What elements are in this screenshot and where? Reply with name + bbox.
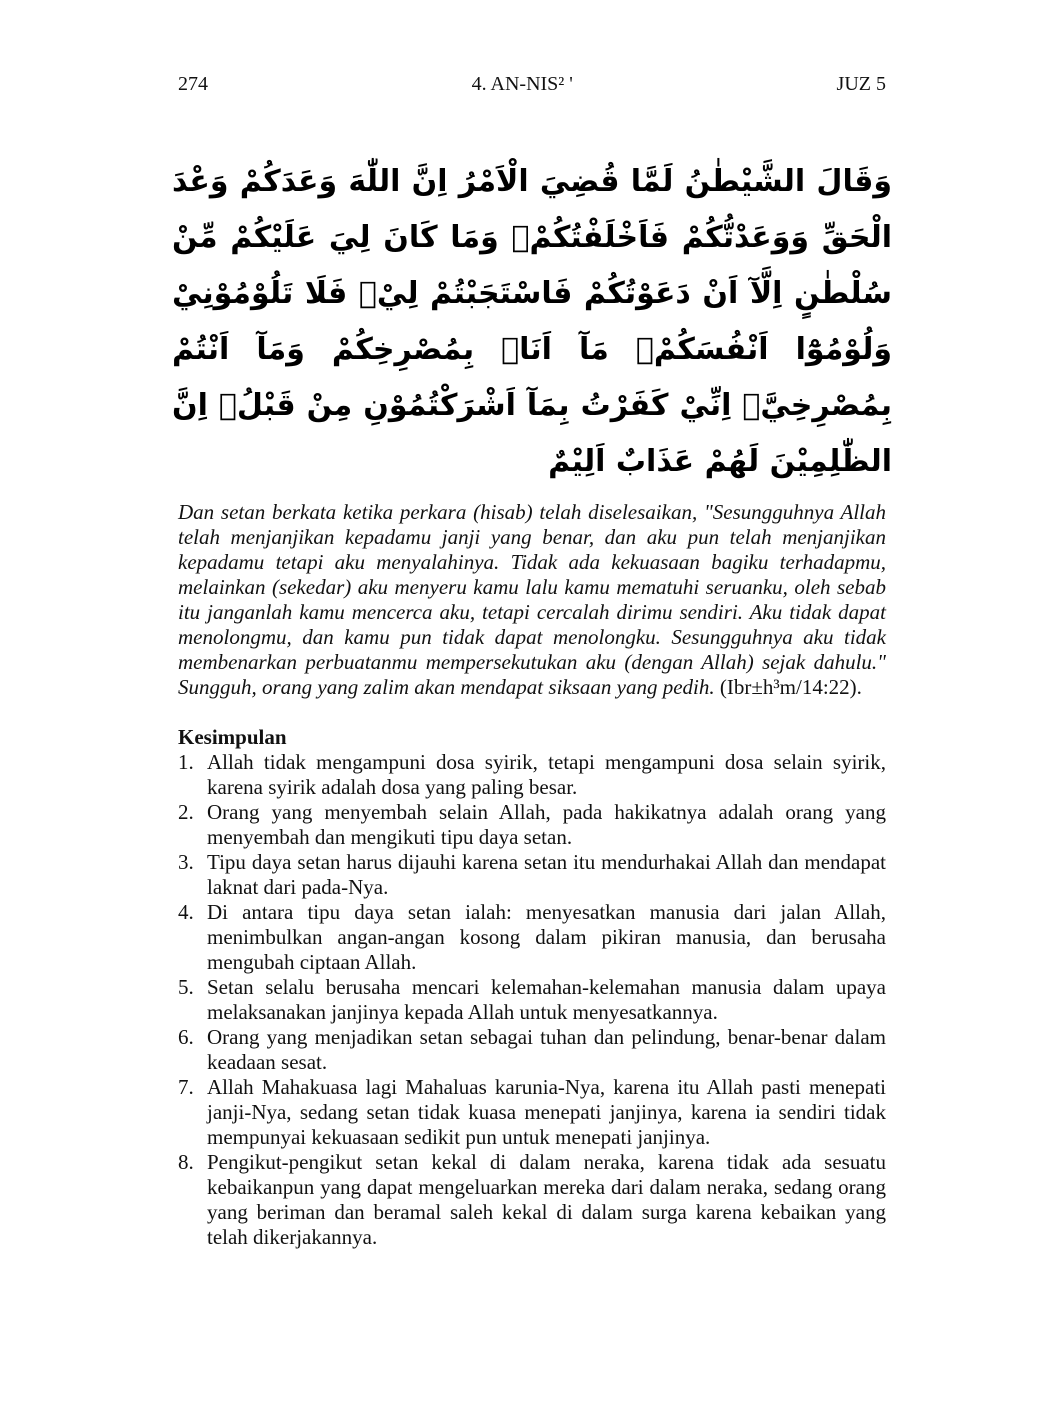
item-number: 5. bbox=[178, 975, 194, 999]
verse-translation bbox=[178, 500, 886, 700]
item-text: Allah Mahakuasa lagi Mahaluas karunia-Nya, karena itu Allah pasti menepati janji-Nya, sedang setan tidak kuasa menepati janjinya, karena ia sendiri tidak mempunyai kekuasaan sedikit pun untuk menepati janjinya. bbox=[207, 1075, 886, 1149]
arabic-verse: وَقَالَ الشَّيْطٰنُ لَمَّا قُضِيَ الْاَمْرُ اِنَّ اللّٰهَ وَعَدَكُمْ وَعْدَ الْحَقِّ وَوَعَدْتُّكُمْ فَاَخْلَفْتُكُمْۗ وَمَا كَانَ لِيَ عَلَيْكُمْ مِّنْ سُلْطٰنٍ اِلَّآ اَنْ دَعَوْتُكُمْ فَاسْتَجَبْتُمْ لِيْۚ فَلَا تَلُوْمُوْنِيْ وَلُوْمُوْٓا اَنْفُسَكُمْۗ مَآ اَنَا۠ بِمُصْرِخِكُمْ وَمَآ اَنْتُمْ بِمُصْرِخِيَّۗ اِنِّيْ كَفَرْتُ بِمَآ اَشْرَكْتُمُوْنِ مِنْ قَبْلُۗ اِنَّ الظّٰلِمِيْنَ لَهُمْ عَذَابٌ اَلِيْمٌ bbox=[172, 164, 892, 479]
item-text: Tipu daya setan harus dijauhi karena setan itu mendurhakai Allah dan mendapat laknat dari pada-Nya. bbox=[207, 850, 886, 899]
item-number: 4. bbox=[178, 900, 194, 924]
list-item bbox=[178, 1150, 886, 1250]
summary-heading: Kesimpulan bbox=[178, 725, 287, 749]
item-number: 2. bbox=[178, 800, 194, 824]
verse-citation: (Ibr±h³m/14:22). bbox=[719, 675, 862, 699]
translation-text: Dan setan berkata ketika perkara (hisab) telah diselesaikan, "Sesungguhnya Allah telah menjanjikan kepadamu janji yang benar, dan aku pun telah menjanjikan kepadamu tetapi aku menyalahinya. Tidak ada kekuasaan bagiku terhadapmu, melainkan (sekedar) aku menyeru kamu lalu kamu mematuhi seruanku, oleh sebab itu janganlah kamu mencerca aku, tetapi cercalah dirimu sendiri. Aku tidak dapat menolongmu, dan kamu pun tidak dapat menolongku. Sesungguhnya aku tidak membenarkan perbuatanmu mempersekutukan aku (dengan Allah) sejak dahulu." Sungguh, orang yang zalim akan mendapat siksaan yang pedih. bbox=[178, 500, 886, 699]
list-item bbox=[178, 1075, 886, 1150]
page-header bbox=[178, 72, 886, 96]
list-item bbox=[178, 850, 886, 900]
item-text: Setan selalu berusaha mencari kelemahan-kelemahan manusia dalam upaya melaksanakan janjinya kepada Allah untuk menyesatkannya. bbox=[207, 975, 886, 1024]
juz-label: JUZ 5 bbox=[836, 73, 886, 95]
item-text: Pengikut-pengikut setan kekal di dalam neraka, karena tidak ada sesuatu kebaikanpun yang dapat mengeluarkan mereka dari dalam neraka, sedang orang yang beriman dan beramal saleh kekal di dalam surga karena kebaikan yang telah dikerjakannya. bbox=[207, 1150, 886, 1249]
item-number: 6. bbox=[178, 1025, 194, 1049]
item-text: Orang yang menjadikan setan sebagai tuhan dan pelindung, benar-benar dalam keadaan sesat. bbox=[207, 1025, 886, 1074]
document-page bbox=[172, 0, 892, 1290]
item-number: 1. bbox=[178, 750, 194, 774]
item-text: Allah tidak mengampuni dosa syirik, tetapi mengampuni dosa selain syirik, karena syirik adalah dosa yang paling besar. bbox=[207, 750, 886, 799]
summary-section bbox=[178, 725, 886, 1250]
item-text: Orang yang menyembah selain Allah, pada hakikatnya adalah orang yang menyembah dan mengikuti tipu daya setan. bbox=[207, 800, 886, 849]
list-item bbox=[178, 1025, 886, 1075]
list-item bbox=[178, 750, 886, 800]
item-text: Di antara tipu daya setan ialah: menyesatkan manusia dari jalan Allah, menimbulkan angan-angan kosong dalam pikiran manusia, dan berusaha mengubah ciptaan Allah. bbox=[207, 900, 886, 974]
item-number: 3. bbox=[178, 850, 194, 874]
item-number: 8. bbox=[178, 1150, 194, 1174]
list-item bbox=[178, 800, 886, 850]
list-item bbox=[178, 900, 886, 975]
page-number: 274 bbox=[178, 73, 208, 95]
chapter-title: 4. AN-NIS² ' bbox=[471, 73, 573, 95]
list-item bbox=[178, 975, 886, 1025]
summary-list bbox=[178, 750, 886, 1250]
item-number: 7. bbox=[178, 1075, 194, 1099]
